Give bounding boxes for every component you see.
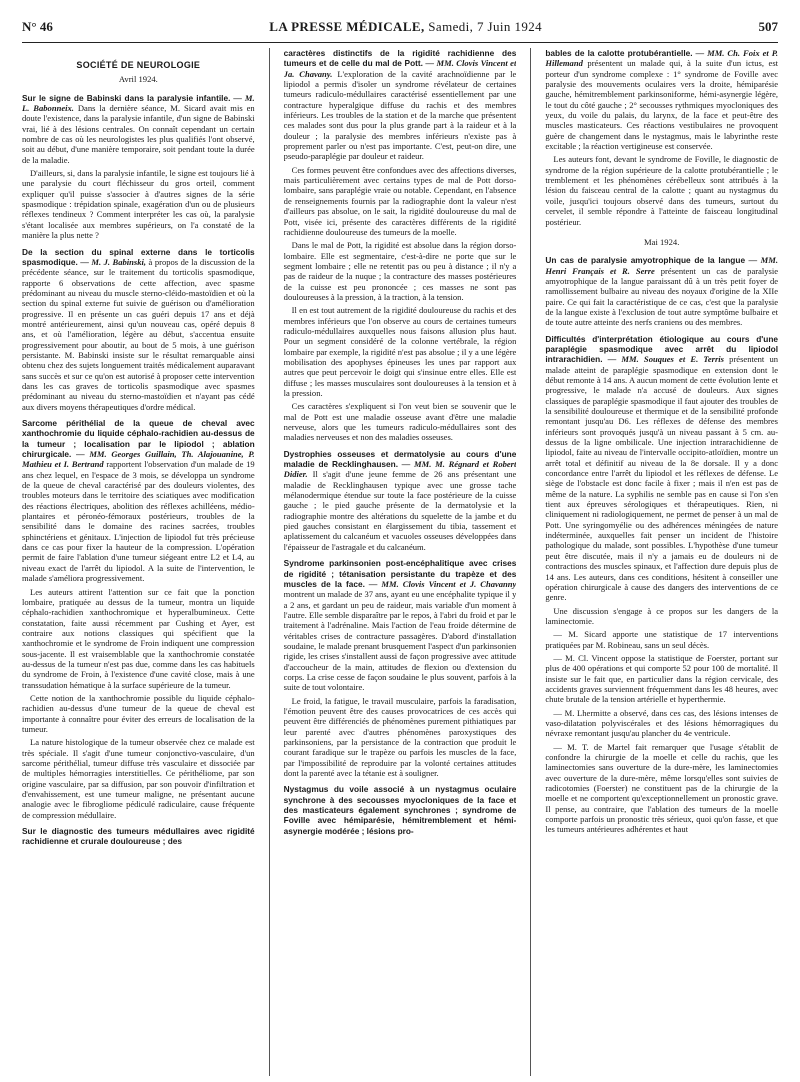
- paragraph: Les auteurs font, devant le syndrome de Foville, le diagnostic de syndrome de la région supérieure de la calotte protubérantielle ; le tremblement et les phénomènes cérébelleux sont attribués à la lésion du faisceau central de la calotte ; quant au nystagmus du voile, jusqu'ici toujours observé dans des tumeurs, surtout du cervelet, il semble répondre à l'atteinte de faisceau longitudinal postérieur.: [545, 154, 779, 227]
- intro-text: présentent un malade qui, à la suite d'un ictus, est porteur d'un syndrome complexe : 1° syndrome de Foville avec paralysie des mouvements oculaires vers la droite, hémiparésie gauche, hémitremblement parkinsoniforme, hémi-asynergie légère, le tout du côté gauche ; 2° secousses rythmiques myocloniques des yeux, du voile du palais, du larynx, de la face et peut-être des muscles masticateurs. Ces réactions vestibulaires ne provoquent guère de changement dans le nystagmus, mais le labyrinthe reste excitable ; la réaction vertigineuse est conservée.: [545, 58, 779, 152]
- article-lead-paragraph: [545, 334, 778, 603]
- article-title: caractères distinctifs de la rigidité rachidienne des tumeurs et de celle du mal de Pott.: [283, 48, 517, 69]
- article-text: montrent un malade de 37 ans, ayant eu une encéphalite typique il y a 2 ans, et gardant un peu de raideur, mais variable d'un moment à l'autre. Elle semble disparaître par le repos, à l'abri du froid et par le traitement à l'adrénaline. Mais l'action de l'eau froide détermine de véritables crises de contracture passagères. D'abord d'installation soudaine, le malade prenant brusquement l'aspect d'un parkinsonien rigide, les crises s'installent aussi de façon progressive avec attitude d'accoucheur de la main, attitudes de flexion ou d'extension du corps. La crise cesse de façon soudaine le plus souvent, parfois à la suite de tout volontaire.: [283, 589, 517, 693]
- column-1: [22, 48, 255, 1076]
- article-lead-paragraph: [22, 826, 255, 847]
- issue-number: N° 46: [22, 19, 53, 34]
- intro-text: L'exploration de la cavité arachnoïdienne par le lipiodol a permis d'isoler un syndrome révélateur de certaines tumeurs radiculo-médullaires caractérisé essentiellement par une contracture hyperalgique diffuse du rachis et des membres inférieurs. Les troubles de la station et de la marche que présentent ces malades sont dus pour la plus grande part à la raideur et à la douleur ; la paralysie des membres inférieurs n'existe pas à proprement parler ou n'est pas importante. C'est, peut-on dire, une pseudo-paraplégie par douleur et raideur.: [283, 68, 517, 162]
- column-3: [545, 48, 778, 1076]
- session-date: Avril 1924.: [118, 74, 158, 85]
- article-text: Dans la dernière séance, M. Sicard avait mis en doute l'existence, dans la paralysie infantile, d'un signe de Babinski vrai, lié à des lésions centrales. On connaît cependant un certain nombre de cas où les neurologistes les plus qualifiés l'ont observé, soit au début, d'une manière temporaire, soit pendant toute la durée de la maladie.: [22, 103, 255, 165]
- paragraph: Dans le mal de Pott, la rigidité est absolue dans la région dorso-lombaire. Elle est segmentaire, c'est-à-dire ne porte que sur le segment lombaire ; elle ne retentit pas ou peu à distance ; il n'y a pas de raideur de la nuque ; la contracture des masses postérieures de la cuisse est peu prononcée ; ces masses ne sont pas douloureuses à la pression, à la traction, à la tension.: [283, 240, 517, 302]
- article-author: — MM. Georges Guillain, Th. Alajouanine, P. Mathieu et I. Bertrand: [22, 449, 255, 470]
- paragraph: Ces formes peuvent être confondues avec des affections diverses, mais particulièrement avec certains types de mal de Pott dorso-lombaire, sans paraplégie vraie ou notable. Cependant, en l'absence de renseignements fournis par la radiographie dont la valeur n'est d'ailleurs pas absolue, on le sait, la rigidité douloureuse du mal de Pott, visée ici, présente des caractères différents de la rigidité rachidienne douloureuse des tumeurs de la moelle.: [283, 164, 517, 237]
- article-text: Il s'agit d'une jeune femme de 26 ans présentant une maladie de Recklinghausen typique avec une grosse tache mélanodermique étendue sur toute la face postérieure de la cuisse gauche ; le pied gauche présente de la dermatolysie et la radiographie montre des altérations du squelette de la jambe et du pied gauches consistant en élargissement du tibia, tassement et aplatissement du calcanéum et vacuoles osseuses développées dans l'épaisseur de l'astragale et du calcanéum.: [283, 469, 517, 552]
- column-divider: [530, 48, 531, 1076]
- article-title: Sur le signe de Babinski dans la paralysie infantile.: [22, 92, 231, 103]
- paragraph: Une discussion s'engage à ce propos sur les dangers de la laminectomie.: [545, 605, 779, 626]
- paragraph: La nature histologique de la tumeur observée chez ce malade est très spéciale. Il s'agit d'une tumeur conjonctivo-vasculaire, d'un sarcome périthélial, tumeur diffuse très vasculaire et dissociée par de multiples hémorragies interstitielles. Ce périthéliome, par son origine vasculaire, par sa diffusion, par son pouvoir d'infiltration et d'envahissement, est une tumeur maligne, ne présentant aucune analogie avec le fibrogliome pédiculé radiculaire, cause fréquente de compression médullaire.: [22, 737, 255, 820]
- article-title: Sarcome périthélial de la queue de cheval avec xanthochromie du liquide céphalo-rachidien au-dessus de la tumeur ; localisation par le lipiodol ; ablation chirurgicale.: [22, 418, 255, 460]
- article-author: — MM. Ch. Foix et P. Hillemand: [545, 48, 779, 69]
- article-title: Un cas de paralysie amyotrophique de la langue: [545, 255, 746, 266]
- article-author: — MM. Clovis Vincent et J. Chavanny: [368, 578, 517, 589]
- column-3-articles: [545, 255, 778, 835]
- paragraph: Il en est tout autrement de la rigidité douloureuse du rachis et des membres inférieurs que l'on observe au cours de certaines tumeurs radiculo-médullaires auxquelles nous faisons allusion plus haut. Pour un segment considéré de la colonne vertébrale, la région lombaire par exemple, la rigidité n'est pas absolue ; il y a une légère mobilisation des apophyses épineuses les unes par rapport aux autres que peut percevoir le doigt qui s'insinue entre elles. Elle est diffuse ; les masses musculaires sont douloureuses à la tension et à la pression.: [283, 305, 517, 398]
- article-title: Dystrophies osseuses et dermatolysie au cours d'une maladie de Recklinghausen.: [283, 448, 517, 470]
- article-title: bables de la calotte protubérantielle.: [545, 48, 693, 58]
- article-lead-paragraph: [284, 558, 517, 692]
- column-2-articles: [284, 449, 517, 836]
- article-author: — MM. Henri Français et R. Serre: [545, 255, 779, 276]
- journal-name: LA PRESSE MÉDICALE,: [269, 19, 425, 34]
- article-title: Syndrome parkinsonien post-encéphalitique avec crises de rigidité ; tétanisation persistante du trapèze et des muscles de la face.: [283, 558, 517, 589]
- page-number: 507: [758, 19, 778, 34]
- paragraph: — M. Lhermitte a observé, dans ces cas, des lésions intenses de vaso-dilatation polyviscérales et des lésions hémorragiques du névraxe remontant jusqu'au plancher du 4e ventricule.: [545, 707, 779, 739]
- article-title: Sur le diagnostic des tumeurs médullaires avec rigidité rachidienne et crurale douloureuse ; des: [22, 826, 255, 847]
- article-text: présentent un cas de paralysie amyotrophique de la langue paraissant dû à un très petit foyer de ramollissement bulbaire au niveau des noyaux d'origine de la XIIe paire. Ce qui fait la caractéristique de ce cas, c'est que la paralysie de la langue existe à l'exclusion de tout autre symptôme bulbaire et de toute autre atteinte des nerfs craniens ou des membres.: [545, 265, 779, 328]
- column-2: [284, 48, 517, 1076]
- article-lead-paragraph: [284, 784, 517, 836]
- article-author: — M. L. Babonneix.: [22, 92, 255, 114]
- article-author: — M. J. Babinski,: [80, 256, 147, 267]
- column-divider: [269, 48, 270, 1076]
- article-text: rapportent l'observation d'un malade de 19 ans chez lequel, en l'espace de 3 mois, se développa un syndrome de la queue de cheval caractérisé par des douleurs violentes, des troubles moteurs dans le territoire des sciatiques avec modification des réactions électriques, abolition des réflexes achilléens, médio-plantaires et péronéo-fémoraux postérieurs, troubles de la sensibilité dans le domaine des racines sacrées, troubles sphinctériens et génitaux. L'injection de lipiodol fut très précieuse dans ce cas pour fixer la hauteur de la compression. L'opération permit de faire l'ablation d'une tumeur siégeant entre L2 et L4, au niveau exact de l'arrêt du lipiodol. A la suite de l'intervention, le malade s'améliora progressivement.: [22, 459, 255, 584]
- column-1-articles: [22, 93, 255, 847]
- article-text: présentent un malade atteint de paraplégie spasmodique en extension dont le début remonte à 14 ans. A aucun moment de cette évolution lente et progressive, le malade n'a accusé de douleurs. Aux signes classiques de paraplégie spasmodique il faut ajouter des troubles de la sensibilité douloureuse et thermique et de la sensibilité profonde remontant jusqu'au D6. Les réflexes de défense des membres inférieurs sont provoqués jusqu'à un niveau passant à 5 cm. au-dessus de la ligne ombilicale. Une injection intrarachidienne de lipiodol, faite au niveau de l'intervalle occipito-atloïdien, montre un arrêt total et définitif au niveau de la 8e dorsale. Il y a donc concordance entre l'arrêt du lipiodol et les réflexes de défense. Le siège de l'obstacle est donc facile à fixer ; mais il n'en est pas de même de la nature. La syphilis ne semble pas en cause si l'on s'en tient aux épreuves sérologiques et thérapeutiques. Rien, ni cliniquement ni radiologiquement, ne permet de penser à un mal de Pott. Une syringomyélie ou des adhérences méningées de nature indéterminée, auxquelles fait penser un incident de l'histoire pathologique du malade, sont possibles. L'hypothèse d'une tumeur peut être discutée, mais il n'y a jamais eu de douleurs ni de contractions des muscles spinaux, et l'affection dure depuis plus de 14 ans. Les auteurs, dans ces conditions, hésitent à conseiller une opération chirurgicale à cause des dangers des interventions de ce genre.: [545, 354, 779, 603]
- article-title: Nystagmus du voile associé à un nystagmus oculaire synchrone à des secousses myocloniques de la face et des masticateurs également synchrones ; syndrome de Foville avec hémiparésie, hémitremblement et hémi-asynergie modérée ; lésions pro-: [283, 784, 517, 836]
- society-heading: SOCIÉTÉ DE NEUROLOGIE: [76, 60, 201, 70]
- article-lead-paragraph: [22, 93, 255, 165]
- paragraph: Ces caractères s'expliquent si l'on veut bien se souvenir que le mal de Pott est une maladie osseuse avant d'être une maladie nerveuse, alors que les tumeurs radiculo-médullaires sont des maladies nerveuses et non des maladies osseuses.: [283, 401, 517, 443]
- article-author: — MM. M. Régnard et Robert Didier.: [283, 459, 517, 480]
- article-author: — MM. Souques et E. Terris: [607, 354, 724, 365]
- paragraph: — M. T. de Martel fait remarquer que l'usage s'établit de confondre la chirurgie de la moelle et celle du rachis, que les laminectomies sans ouverture de la dure-mère, les laminectomies avec ouverture de la dure-mère, même lorsqu'elles sont suivies de radicotomies (Foerster) ne constituent pas de la chirurgie de la moelle et ne comportent qu'exceptionnellement un pronostic grave. Il pense, au contraire, que l'ablation des tumeurs de la moelle comporte parfois un pronostic très sérieux, quoi qu'on fasse, et que les tumeurs antérieures adhérentes et haut: [545, 741, 779, 835]
- paragraph: D'ailleurs, si, dans la paralysie infantile, le signe est toujours lié à une paralysie du court fléchisseur du gros orteil, comment expliquer qu'il puisse s'associer à d'autres signes de la série spasmodique : trépidation spinale, exagération d'un ou de plusieurs réflexes tendineux ? Comment interpréter les cas où, la paralysie s'étant localisée aux membres supérieurs, on l'a constaté de la manière la plus nette ?: [22, 168, 255, 241]
- paragraph: Le froid, la fatigue, le travail musculaire, parfois la faradisation, l'émotion peuvent être des causes provocatrices de ces accès qui peuvent être différenciés de phénomènes purement pithiatiques par leur parenté avec d'autres phénomènes paroxystiques des parkinsoniens, par la persistance de la contraction que produit le courant faradique sur le trapèze ou parfois les muscles de la face, par l'impossibilité de reproduire par la volonté certaines attitudes dont la parenté avec la tétanie est à souligner.: [283, 695, 517, 779]
- paragraph: Les auteurs attirent l'attention sur ce fait que la ponction lombaire, pratiquée au dessus de la tumeur, montra un liquide céphalo-rachidien xanthochromique et hyperalbumineux. Cette constatation, faite aussi récemment par Cushing et Ayer, est contraire aux notions classiques qui spécifient que la xanthochromie et le syndrome de Froin indiquent une compression sous-jacente. Il est vraisemblable que la xanthochromie constatée au-dessus de la tumeur n'est pas due, comme dans les cas habituels du syndrome de Froin, à l'existence d'une cavité close, mais à une transsudation hématique à la surface supérieure de la tumeur.: [22, 586, 255, 690]
- continued-paragraph: [545, 48, 778, 151]
- journal-title-line: [269, 19, 542, 35]
- paragraph: — M. Cl. Vincent oppose la statistique de Foerster, portant sur plus de 400 opérations et qui comporte 52 pour 100 de mortalité. Il insiste sur le fait que, en particulier dans la région cervicale, des accidents graves surviennent fréquemment dans les 48 heures, avec chute brutale de la tension artérielle et hyperthermie.: [545, 652, 779, 705]
- article-author: — MM. Clovis Vincent et Ja. Chavany.: [283, 58, 517, 79]
- continued-paragraph: [284, 48, 517, 162]
- page-header: [22, 12, 778, 43]
- session-date: Mai 1924.: [644, 236, 680, 247]
- article-lead-paragraph: [22, 418, 255, 584]
- paragraph: Cette notion de la xanthochromie possible du liquide céphalo-rachidien au-dessus d'une tumeur de la queue de cheval est importante à connaître pour éviter des erreurs de localisation de la tumeur.: [22, 692, 255, 734]
- article-text: à propos de la discussion de la précédente séance, sur le traitement du torticolis spasmodique, rapporte 6 observations de cette affection, avec spasme prédominant au niveau du muscle sterno-cléido-mastoïdien et où la section du spinal externe fut suivie de guérison ou d'amélioration progressive. Il en présente un cas guéri depuis 17 ans et déjà montré antérieurement, ainsi qu'un nouveau cas, opéré depuis 8 ans, et où l'amélioration, légère au début, s'accentua ensuite progressivement pour aboutir, au bout de 5 mois, à une guérison persistante. M. Babinski insiste sur le résultat remarquable ainsi obtenu chez des sujets longuement traités médicalement auparavant sans succès et sur ce qu'on est autorisé à proposer cette intervention dans les cas graves de torticolis spasmodique avec spasmes prédominant au niveau du sterno-mastoïdien et n'ayant pas cédé aux divers moyens thérapeutiques d'ordre médical.: [22, 256, 255, 412]
- article-columns: [22, 48, 778, 1076]
- article-title: Difficultés d'interprétation étiologique au cours d'une paraplégie spasmodique avec arrêt du lipiodol intrarachidien.: [545, 333, 779, 365]
- article-lead-paragraph: [22, 247, 255, 413]
- article-title: De la section du spinal externe dans le torticolis spasmodique.: [22, 246, 255, 267]
- article-lead-paragraph: [545, 255, 778, 327]
- issue-date: Samedi, 7 Juin 1924: [428, 19, 543, 34]
- paragraph: — M. Sicard apporte une statistique de 17 interventions pratiquées par M. Robineau, sans un seul décès.: [545, 629, 779, 650]
- article-lead-paragraph: [284, 449, 517, 552]
